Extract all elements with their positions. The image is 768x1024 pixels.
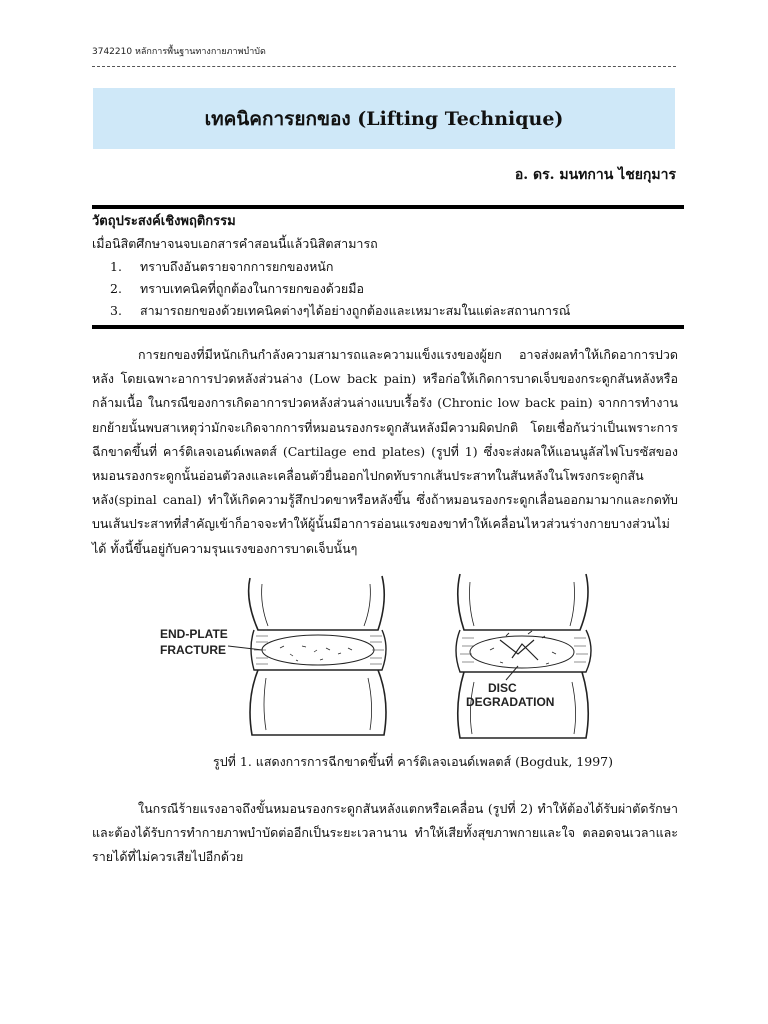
course-code-header: 3742210 หลักการพื้นฐานทางกายภาพบำบัด (92, 47, 266, 57)
objectives-bottom-rule (92, 325, 684, 329)
label-endplate-line1: END-PLATE (160, 627, 228, 641)
vertebra-left-illustration (249, 576, 386, 735)
objectives-heading: วัตถุประสงค์เชิงพฤติกรรม (92, 214, 236, 229)
objectives-list (110, 256, 570, 322)
header-dashed-divider (92, 66, 676, 67)
document-title: เทคนิคการยกของ (Lifting Technique) (204, 107, 564, 130)
label-disc-line1: DISC (488, 681, 517, 695)
label-endplate-line2: FRACTURE (160, 643, 226, 657)
vertebra-right-illustration (456, 574, 591, 738)
label-endplate-leader (228, 646, 262, 650)
disc-figure (150, 570, 620, 740)
objective-item: 1. ทราบถึงอันตรายจากการยกของหนัก (110, 259, 334, 274)
title-banner (93, 88, 675, 149)
figure-caption: รูปที่ 1. แสดงการการฉีกขาดขึ้นที่ คาร์ติเลจเอนด์เพลตส์ (Bogduk, 1997) (213, 754, 613, 769)
body-paragraph-2: ในกรณีร้ายแรงอาจถึงขั้นหมอนรองกระดูกสันหลังแตกหรือเคลื่อน (รูปที่ 2) ทำให้ต้องได้รับผ่าตัดรักษาและต้องได้รับการทำกายภาพบำบัดต่ออีกเป็นระยะเวลานาน ทำให้เสียทั้งสุขภาพกายและใจ ตลอดจนเวลาและรายได้ที่ไม่ควรเสียไปอีกด้วย (92, 801, 678, 864)
label-disc-line2: DEGRADATION (466, 695, 555, 709)
objective-item: 2. ทราบเทคนิคที่ถูกต้องในการยกของด้วยมือ (110, 281, 364, 296)
objectives-top-rule (92, 205, 684, 209)
author-name: อ. ดร. มนทกาน ไชยกุมาร (514, 167, 676, 183)
objective-item: 3. สามารถยกของด้วยเทคนิคต่างๆได้อย่างถูกต้องและเหมาะสมในแต่ละสถานการณ์ (110, 303, 571, 318)
body-paragraph-1: การยกของที่มีหนักเกินกำลังความสามารถและความแข็งแรงของผู้ยก อาจส่งผลทำให้เกิดอาการปวดหลัง โดยเฉพาะอาการปวดหลังส่วนล่าง (Low back pain) หรือก่อให้เกิดการบาดเจ็บของกระดูกสันหลังหรือกล้ามเนื้อ ในกรณีของการเกิดอาการปวดหลังส่วนล่างแบบเรื้อรัง (Chronic low back pain) จากการทำงานยกย้ายนั้นพบสาเหตุว่ามักจะเกิดจากการที่หมอนรองกระดูกสันหลังมีความผิดปกติ โดยเชื่อกันว่าเป็นเพราะการฉีกขาดขึ้นที่ คาร์ติเลจเอนด์เพลตส์ (Cartilage end plates) (รูปที่ 1) ซึ่งจะส่งผลให้แอนนูลัสไฟโบรซัสของหมอนรองกระดูกนั้นอ่อนตัวลงและเคลื่อนตัวยื่นออกไปกดทับรากเส้นประสาทในสันหลังในโพรงกระดูกสันหลัง(spinal canal) ทำให้เกิดความรู้สึกปวดขาหรือหลังขึ้น ซึ่งถ้าหมอนรองกระดูกเลื่อนออกมามากและกดทับบนเส้นประสาทที่สำคัญเข้าก็อาจจะทำให้ผู้นั้นมีอาการอ่อนแรงของขาทำให้เคลื่อนไหวส่วนร่างกายบางส่วนไม่ได้ ทั้งนี้ขึ้นอยู่กับความรุนแรงของการบาดเจ็บนั้นๆ (92, 347, 678, 556)
objectives-intro: เมื่อนิสิตศึกษาจนจบเอกสารคำสอนนี้แล้วนิสิตสามารถ (92, 236, 378, 251)
